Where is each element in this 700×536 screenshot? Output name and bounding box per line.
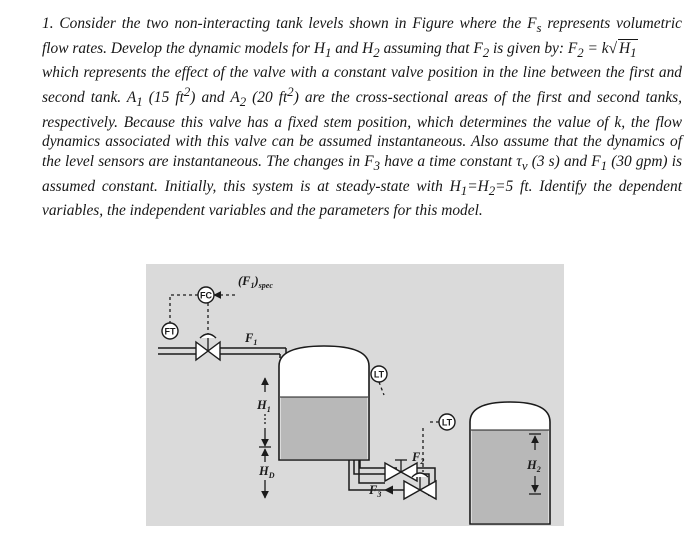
lt1-instrument xyxy=(371,366,387,382)
problem-paragraph-2: which represents the effect of the valve with a constant valve position in the line between the first and second tank. $A_1$ (15 $ft^2$) and $A_2$ (20 $ft^2$) are the cross-sectional areas of the first and second tanks, respectively. Because this valve has a fixed stem position, which determines the value of k, the flow dynamics associated with this valve can be assumed instantaneous. Also assume that the dynamics of the level sensors are instantaneous. The changes in $F_3$ have a time constant $\tau_v$ (3 s) and $F_1$ (30 gpm) is assumed constant. Initially, this system is at steady-state with $H_1=H_2=5$ ft. Identify the dependent variables, the independent variables and the parameters for this model. xyxy=(42,64,682,220)
svg-text:LT: LT xyxy=(373,369,385,380)
lt2-instrument xyxy=(439,414,455,430)
svg-text:LT: LT xyxy=(441,417,453,428)
radicand: $H_1$ xyxy=(619,39,637,60)
hd-label: $H_D$ xyxy=(259,464,275,480)
ft-instrument xyxy=(162,323,178,339)
tank-1-liquid xyxy=(281,397,368,459)
tank-2 xyxy=(470,402,550,524)
fc-instrument xyxy=(198,287,214,303)
radical-sign: √ xyxy=(608,39,618,57)
valve-flow-equation: $F_2 = k√$ $H_1$ xyxy=(567,39,637,60)
f1-label: $F_1$ xyxy=(245,331,258,347)
tank-2-liquid xyxy=(472,430,549,523)
h1-label: $H_1$ xyxy=(257,398,271,414)
problem-paragraph-1: 1. Consider the two non-interacting tank levels shown in Figure where the $F_s$ represents volumetric flow rates. Develop the dynamic models for $H_1$ and $H_2$ assuming that $F_2$ is given by: $F_2 = k√$ $H_1$ xyxy=(42,15,682,60)
f2-label: $F_2$ xyxy=(412,450,425,466)
problem-statement xyxy=(42,14,682,221)
process-diagram xyxy=(146,264,564,526)
tank-1 xyxy=(279,346,369,460)
f3-label: $F_3$ xyxy=(369,483,382,499)
svg-text:FT: FT xyxy=(164,326,176,337)
svg-text:FC: FC xyxy=(200,290,212,301)
h2-label: $H_2$ xyxy=(527,458,541,474)
f1-spec-label: $(F_1)_{spec}$ xyxy=(238,274,273,290)
tank-process-figure xyxy=(146,264,564,526)
